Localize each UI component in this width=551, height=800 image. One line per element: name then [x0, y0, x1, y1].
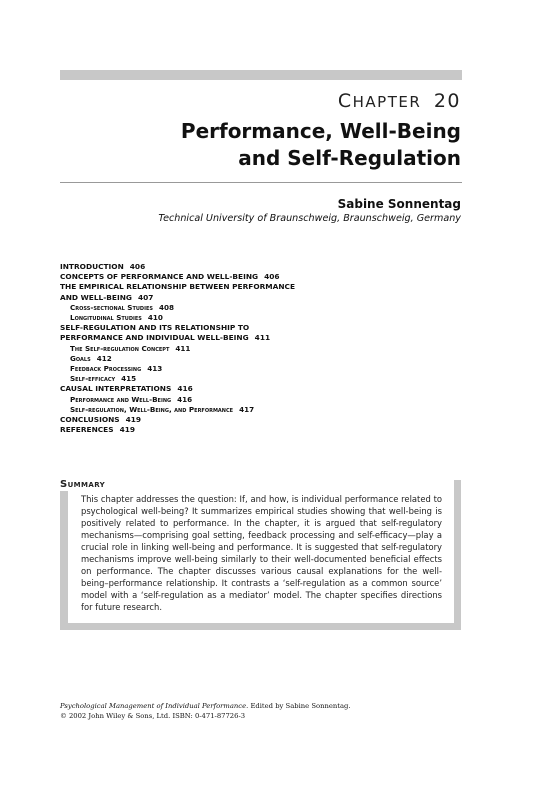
toc-entry-text: Self-efficacy [70, 374, 116, 384]
toc-entry [60, 354, 380, 364]
footer-edited-by: Edited by Sabine Sonnentag. [248, 702, 351, 710]
toc-entry-page: 416 [177, 394, 193, 404]
toc-entry [60, 415, 380, 425]
toc-entry-text: SELF-REGULATION AND ITS RELATIONSHIP TO [60, 323, 250, 333]
toc-entry [60, 293, 380, 303]
chapter-title [61, 118, 461, 172]
toc-entry [60, 333, 380, 343]
toc-entry-page: 417 [239, 404, 255, 414]
toc-entry-text: CONCLUSIONS [60, 415, 120, 425]
toc-entry [60, 374, 380, 384]
toc-entry-page: 411 [254, 333, 271, 343]
toc-entry-text: Longitudinal Studies [70, 313, 142, 323]
toc-entry [60, 405, 380, 415]
summary-frame-right [454, 480, 461, 630]
chapter-label [338, 90, 461, 112]
toc-entry-page: 419 [125, 415, 142, 425]
footer-book-title: Psychological Management of Individual Performance. [60, 702, 249, 710]
toc-entry-text: INTRODUCTION [60, 262, 124, 271]
toc-entry-page: 411 [175, 343, 191, 353]
toc-entry-page: 406 [264, 272, 280, 282]
title-divider [60, 182, 462, 183]
toc-entry-text: The Self-regulation Concept [70, 343, 170, 353]
chapter-title-line-2: and Self-Regulation [238, 146, 461, 170]
toc-entry-page: 410 [147, 313, 163, 323]
footer-copyright: © 2002 John Wiley & Sons, Ltd. ISBN: 0-471-87726-3 [60, 711, 246, 720]
toc-entry-page: 416 [177, 384, 193, 394]
author-affiliation: Technical University of Braunschweig, Braunschweig, Germany [158, 213, 461, 224]
toc-entry-text: CONCEPTS OF PERFORMANCE AND WELL-BEING [60, 272, 259, 282]
toc-entry [60, 323, 380, 333]
toc-entry-text: Self-regulation, Well-Being, and Performance [70, 404, 234, 414]
toc-entry-text: Goals [70, 353, 91, 363]
toc-entry-page: 407 [137, 292, 154, 302]
toc-entry-text: THE EMPIRICAL RELATIONSHIP BETWEEN PERFORMANCE [60, 282, 296, 292]
toc-entry-text: REFERENCES [60, 425, 114, 435]
toc-entry [60, 364, 380, 374]
chapter-title-line-1: Performance, Well-Being [180, 119, 461, 143]
toc-entry [60, 303, 380, 313]
toc-entry-text: Performance and Well-Being [70, 394, 172, 404]
table-of-contents [60, 262, 380, 435]
chapter-label-initial: C [337, 90, 353, 112]
toc-entry-text: CAUSAL INTERPRETATIONS [60, 384, 172, 394]
chapter-label-rest: HAPTER [352, 93, 422, 111]
summary-text: This chapter addresses the question: If, and how, is individual performance related to psychological well-being? It summarizes empirical studies showing that well-being is positively related to performance. In the chapter, it is argued that self-regulatory mechanisms—comprising goal setting, feedback processing and self-efficacy—play a crucial role in linking well-being and performance. It is suggested that self-regulatory mechanisms improve well-being similarly to their well-documented beneficial effects on performance. The chapter discusses various causal explanations for the well-being–performance relationship. It contrasts a ‘self-regulation as a common source’ model with a ‘self-regulation as a mediator’ model. The chapter specifies directions for future research. [81, 494, 442, 612]
author-name: Sabine Sonnentag [337, 197, 461, 211]
toc-entry [60, 384, 380, 394]
toc-entry-page: 415 [121, 374, 137, 384]
toc-entry-page: 412 [96, 353, 112, 363]
summary-frame-bottom [60, 623, 461, 630]
footer-citation [60, 702, 351, 712]
toc-entry [60, 344, 380, 354]
toc-entry-text: Cross-sectional Studies [70, 302, 153, 312]
toc-entry [60, 272, 380, 282]
summary-heading: Summary [60, 479, 106, 490]
copyright-footer [60, 702, 351, 721]
toc-entry-text: AND WELL-BEING [60, 292, 132, 302]
chapter-number: 20 [433, 90, 461, 112]
toc-entry [60, 262, 380, 272]
toc-entry [60, 282, 380, 292]
toc-entry-page: 408 [158, 302, 174, 312]
toc-entry-page: 413 [147, 364, 163, 374]
toc-entry-page: 406 [129, 262, 146, 271]
toc-entry-text: PERFORMANCE AND INDIVIDUAL WELL-BEING [60, 333, 249, 343]
toc-entry [60, 395, 380, 405]
chapter-header-bar [60, 70, 462, 80]
toc-entry-page: 419 [119, 425, 135, 435]
toc-entry-text: Feedback Processing [70, 364, 142, 374]
toc-entry [60, 313, 380, 323]
toc-entry [60, 425, 380, 435]
summary-frame-left [60, 491, 68, 630]
